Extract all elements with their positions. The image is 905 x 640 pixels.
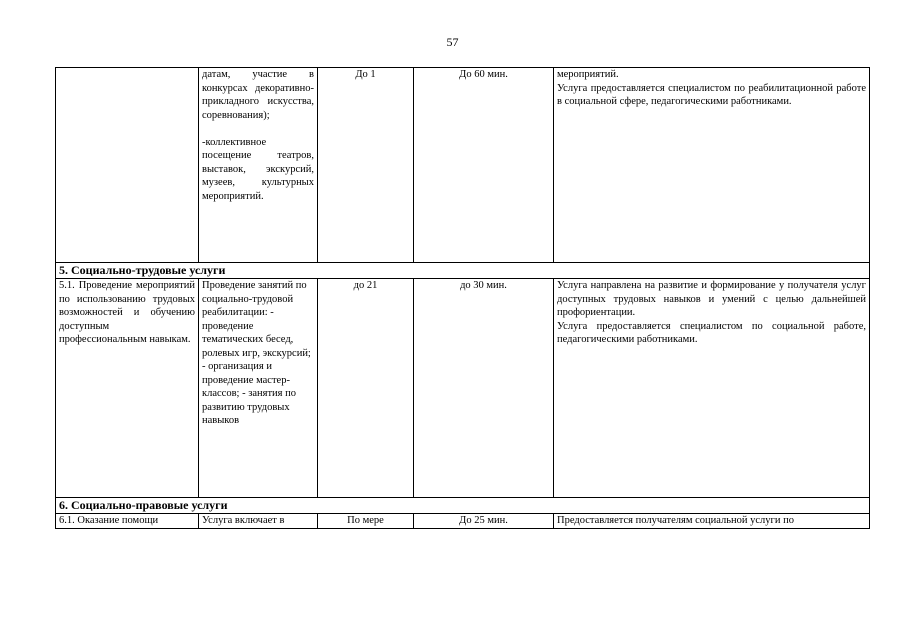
cell-service-name — [56, 68, 199, 263]
section-title: 6. Социально-правовые услуги — [56, 498, 870, 514]
cell-description: Предоставляется получателям социальной услуги по — [554, 514, 870, 529]
cell-service-content — [199, 68, 318, 263]
table-row-6-1 — [56, 514, 870, 529]
cell-service-name: 6.1. Оказание помощи — [56, 514, 199, 529]
cell-service-content: Услуга включает в — [199, 514, 318, 529]
cell-volume: до 21 — [318, 279, 414, 498]
section-title: 5. Социально-трудовые услуги — [56, 263, 870, 279]
cell-description — [554, 279, 870, 498]
cell-volume: По мере — [318, 514, 414, 529]
section-header-row — [56, 263, 870, 279]
cell-duration: До 60 мин. — [414, 68, 554, 263]
cell-duration: До 25 мин. — [414, 514, 554, 529]
cell-volume: До 1 — [318, 68, 414, 263]
cell-service-content: Проведение занятий по социально-трудовой реабилитации: - проведение тематических бесед, ролевых игр, экскурсий; - организация и проведение мастер-классов; - занятия по развитию трудовых навыков — [199, 279, 318, 498]
description-part-1: мероприятий. — [557, 69, 619, 80]
description-part-2: Услуга предоставляется специалистом по социальной работе, педагогическими работниками. — [557, 320, 866, 345]
section-header-row — [56, 498, 870, 514]
description-part-1: Услуга направлена на развитие и формирование у получателя услуг доступных трудовых навыков и умений с целью дальнейшей профориентации. — [557, 280, 866, 318]
content-part-2: -коллективное посещение театров, выставок, экскурсий, музеев, культурных мероприятий. — [202, 136, 314, 202]
content-part-1: датам, участие в конкурсах декоративно-прикладного искусства, соревнования); — [202, 69, 314, 121]
table-row-continuation — [56, 68, 870, 263]
cell-description — [554, 68, 870, 263]
table-row-5-1 — [56, 279, 870, 498]
services-table — [55, 67, 870, 529]
cell-duration: до 30 мин. — [414, 279, 554, 498]
cell-service-name: 5.1. Проведение мероприятий по использованию трудовых возможностей и обучению доступным профессиональным навыкам. — [56, 279, 199, 498]
description-part-2: Услуга предоставляется специалистом по реабилитационной работе в социальной сфере, педагогическими работниками. — [557, 82, 866, 107]
page-number: 57 — [446, 35, 459, 49]
